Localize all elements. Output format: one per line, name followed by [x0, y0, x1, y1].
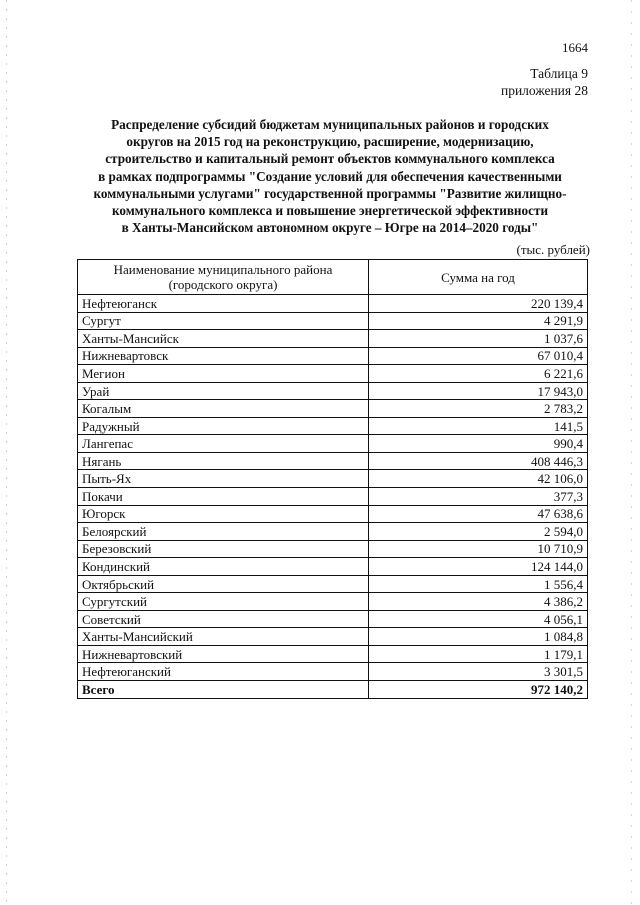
title-line: в рамках подпрограммы "Создание условий для обеспечения качественными	[98, 168, 562, 184]
row-value-cell: 220 139,4	[369, 295, 588, 313]
row-name-cell: Советский	[78, 610, 369, 628]
table-row	[78, 365, 588, 383]
table-row	[78, 663, 588, 681]
row-value-cell: 408 446,3	[369, 452, 588, 470]
header-value-column: Сумма на год	[369, 260, 588, 295]
header-name-line-1: Наименование муниципального района	[113, 262, 333, 277]
row-value-cell: 2 783,2	[369, 400, 588, 418]
table-header-row	[78, 260, 588, 295]
table-row	[78, 628, 588, 646]
table-row	[78, 558, 588, 576]
row-name-cell: Октябрьский	[78, 575, 369, 593]
row-name-cell: Радужный	[78, 417, 369, 435]
table-row	[78, 488, 588, 506]
row-name-cell: Нягань	[78, 452, 369, 470]
row-value-cell: 42 106,0	[369, 470, 588, 488]
row-name-cell: Югорск	[78, 505, 369, 523]
table-row	[78, 470, 588, 488]
table-row	[78, 610, 588, 628]
table-reference	[501, 65, 588, 99]
row-value-cell: 67 010,4	[369, 347, 588, 365]
table-row	[78, 575, 588, 593]
title-line: коммунального комплекса и повышение энергетической эффективности	[111, 203, 549, 219]
title-line: коммунальными услугами" государственной программы "Развитие жилищно-	[93, 185, 567, 201]
row-name-cell: Сургутский	[78, 593, 369, 611]
header-name-line-2: (городского округа)	[168, 277, 278, 292]
table-row	[78, 312, 588, 330]
row-name-cell: Кондинский	[78, 558, 369, 576]
scan-edge-right	[631, 0, 632, 905]
title-line: в Ханты-Мансийском автономном округе – Югре на 2014–2020 годы"	[121, 220, 539, 236]
table-row	[78, 523, 588, 541]
header-name-column	[78, 260, 369, 295]
title-line: строительство и капитальный ремонт объектов коммунального комплекса	[105, 151, 555, 167]
table-reference-line-2: приложения 28	[500, 83, 588, 98]
table-row	[78, 330, 588, 348]
row-value-cell: 4 291,9	[369, 312, 588, 330]
row-name-cell: Урай	[78, 382, 369, 400]
row-value-cell: 4 386,2	[369, 593, 588, 611]
row-name-cell: Ханты-Мансийский	[78, 628, 369, 646]
table-row	[78, 435, 588, 453]
row-value-cell: 17 943,0	[369, 382, 588, 400]
row-value-cell: 4 056,1	[369, 610, 588, 628]
table-total-row	[78, 681, 588, 699]
row-name-cell: Лангепас	[78, 435, 369, 453]
row-value-cell: 47 638,6	[369, 505, 588, 523]
table-body	[78, 295, 588, 699]
title-line: Распределение субсидий бюджетам муниципальных районов и городских	[111, 117, 549, 132]
row-name-cell: Покачи	[78, 488, 369, 506]
row-name-cell: Мегион	[78, 365, 369, 383]
row-name-cell: Нижневартовский	[78, 645, 369, 663]
table-row	[78, 593, 588, 611]
row-value-cell: 377,3	[369, 488, 588, 506]
table-row	[78, 452, 588, 470]
row-value-cell: 1 084,8	[369, 628, 588, 646]
row-name-cell: Всего	[78, 681, 369, 699]
table-row	[78, 540, 588, 558]
document-title	[70, 116, 590, 236]
row-name-cell: Нефтеюганск	[78, 295, 369, 313]
row-value-cell: 141,5	[369, 417, 588, 435]
row-value-cell: 3 301,5	[369, 663, 588, 681]
table-row	[78, 417, 588, 435]
row-value-cell: 124 144,0	[369, 558, 588, 576]
row-name-cell: Нижневартовск	[78, 347, 369, 365]
row-value-cell: 2 594,0	[369, 523, 588, 541]
row-name-cell: Белоярский	[78, 523, 369, 541]
row-name-cell: Нефтеюганский	[78, 663, 369, 681]
row-value-cell: 990,4	[369, 435, 588, 453]
table-row	[78, 400, 588, 418]
page-number: 1664	[562, 40, 588, 55]
row-value-cell: 972 140,2	[369, 681, 588, 699]
row-name-cell: Ханты-Мансийск	[78, 330, 369, 348]
row-name-cell: Сургут	[78, 312, 369, 330]
table-row	[78, 295, 588, 313]
row-value-cell: 6 221,6	[369, 365, 588, 383]
table-reference-line-1: Таблица 9	[530, 66, 588, 81]
row-name-cell: Когалым	[78, 400, 369, 418]
row-value-cell: 10 710,9	[369, 540, 588, 558]
table-row	[78, 645, 588, 663]
row-name-cell: Березовский	[78, 540, 369, 558]
row-value-cell: 1 556,4	[369, 575, 588, 593]
row-value-cell: 1 037,6	[369, 330, 588, 348]
table-row	[78, 505, 588, 523]
row-value-cell: 1 179,1	[369, 645, 588, 663]
table-row	[78, 347, 588, 365]
scan-edge-left	[6, 0, 7, 905]
units-label: (тыс. рублей)	[516, 242, 590, 257]
title-line: округов на 2015 год на реконструкцию, расширение, модернизацию,	[126, 134, 534, 150]
table-row	[78, 382, 588, 400]
row-name-cell: Пыть-Ях	[78, 470, 369, 488]
subsidy-table	[77, 259, 588, 699]
